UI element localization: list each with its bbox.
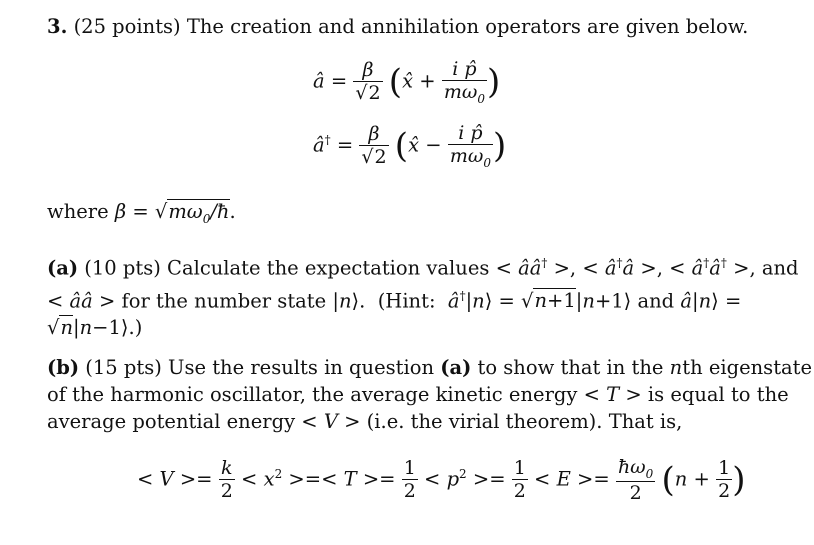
part-b [47, 356, 813, 434]
equation-virial: < V >= $\frac{k}{2}$ < $x^2$ >=< T >= $\frac{1}{2}$ < $p^2$ >= $\frac{1}{2}$ < E >= $\frac{ħ\omega_0}{2}$ (n + $\frac{1}{2}$ ) [137, 456, 746, 504]
beta-definition: where $\beta = √m\omega_0/ħ$. [47, 200, 236, 226]
question-number: 3. [47, 15, 68, 38]
part-b-line-1: (b) (15 pts) Use the results in question (a) to show that in the nth eigenstate [47, 356, 813, 379]
part-b-line-3: average potential energy < V > (i.e. the virial theorem). That is, [47, 410, 683, 433]
equation-a-hat: â = $\frac{\beta}{√2}$ (x̂ + $\frac{\text{i p̂}}{m\omega_0}$ ) [313, 58, 501, 106]
part-a [47, 251, 799, 340]
part-a-line-3: √n|n−1⟩.) [47, 316, 143, 339]
part-a-label: (a) [47, 256, 79, 280]
part-b-line-2: of the harmonic oscillator, the average kinetic energy < T > is equal to the [47, 383, 789, 406]
equation-a-dagger: â† = $\frac{\beta}{√2}$ (x̂ − $\frac{\text{i p̂}}{m\omega_0}$ ) [313, 122, 507, 170]
part-a-line-2: < ââ > for the number state |n⟩. (Hint: â†|n⟩ = √n+1|n+1⟩ and â|n⟩ = [47, 288, 742, 312]
where-label: where [47, 200, 109, 223]
part-b-label: (b) [47, 356, 80, 379]
question-header [47, 15, 748, 39]
question-intro: (25 points) The creation and annihilation operators are given below. [73, 15, 749, 38]
part-a-line-1: (a) (10 pts) Calculate the expectation values < ââ† >, < â†â >, < â†â† >, and [47, 256, 799, 280]
